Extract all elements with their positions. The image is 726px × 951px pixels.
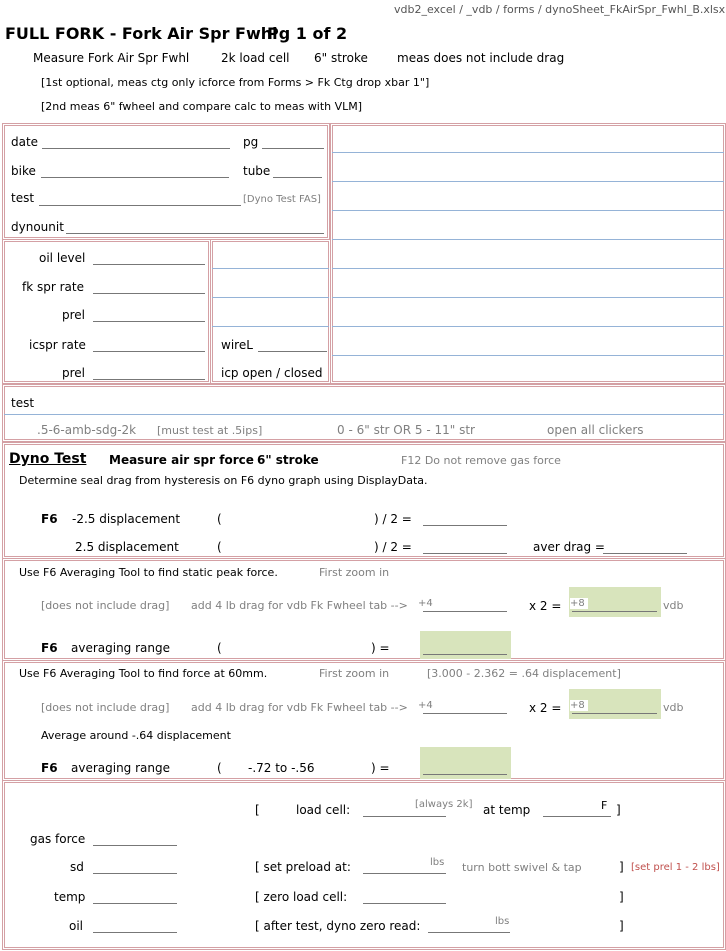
first-zoom-note: First zoom in: [319, 667, 390, 680]
gas-force-label: gas force: [30, 832, 86, 846]
average-around-note: Average around -.64 displacement: [41, 729, 231, 742]
notes-line: [332, 210, 724, 211]
zero-load-cell-label: [ zero load cell:: [255, 890, 348, 904]
x2-label: x 2 =: [529, 701, 562, 715]
set-prel-warning: [set prel 1 - 2 lbs]: [631, 862, 720, 873]
set-preload-field[interactable]: [363, 873, 446, 874]
prel-label-1: prel: [62, 308, 86, 322]
bracket-close: ]: [619, 919, 624, 933]
icp-label: icp open / closed: [221, 366, 323, 380]
load-cell-label: 2k load cell: [221, 51, 290, 65]
notes-line: [332, 152, 724, 153]
vdb-label: vdb: [663, 701, 684, 714]
test-hint: [Dyno Test FAS]: [243, 194, 321, 205]
fahrenheit-unit: F: [601, 799, 608, 812]
at-temp-label: at temp: [483, 803, 531, 817]
notes-line: [332, 239, 724, 240]
static-peak-result-field[interactable]: [423, 654, 507, 655]
neg-disp-label: -2.5 displacement: [72, 512, 181, 526]
averaging-range-label: averaging range: [71, 761, 171, 775]
note-2: [2nd meas 6" fwheel and compare calc to meas with VLM]: [41, 100, 363, 113]
bracket-close: ]: [619, 890, 624, 904]
prel-field-2[interactable]: [93, 379, 205, 380]
dynounit-field[interactable]: [66, 233, 324, 234]
bracket-open: [: [255, 803, 260, 817]
after-test-label: [ after test, dyno zero read:: [255, 919, 421, 933]
notes-line: [332, 326, 724, 327]
notes-line: [332, 268, 724, 269]
gas-force-field[interactable]: [93, 845, 177, 846]
page-number: Pg 1 of 2: [267, 24, 348, 43]
temp-field[interactable]: [543, 816, 611, 817]
plus4-value: +4: [418, 700, 433, 711]
tube-field[interactable]: [273, 177, 322, 178]
stroke-label: 6" stroke: [314, 51, 368, 65]
plus4-field[interactable]: [423, 611, 507, 612]
drag-note: meas does not include drag: [397, 51, 565, 65]
measure-label: Measure Fork Air Spr Fwhl: [33, 51, 190, 65]
wire-box: [210, 239, 331, 384]
sd-label: sd: [70, 860, 84, 874]
open-paren: (: [217, 540, 222, 554]
displacement-calc: [3.000 - 2.362 = .64 displacement]: [427, 667, 621, 680]
no-drag-note: [does not include drag]: [41, 599, 170, 612]
load-cell-label: load cell:: [296, 803, 351, 817]
icspr-rate-field[interactable]: [93, 351, 205, 352]
clickers-note: open all clickers: [547, 423, 644, 437]
x2-label: x 2 =: [529, 599, 562, 613]
dyno-measure: Measure air spr force: [109, 453, 254, 467]
averaging-range-label: averaging range: [71, 641, 171, 655]
f6-label: F6: [41, 512, 58, 526]
pos-disp-label: 2.5 displacement: [75, 540, 179, 554]
vdb-label: vdb: [663, 599, 684, 612]
add-drag-note: add 4 lb drag for vdb Fk Fwheel tab -->: [191, 599, 408, 612]
date-label: date: [11, 135, 39, 149]
page-title: FULL FORK - Fork Air Spr Fwhl: [5, 24, 278, 43]
bike-field[interactable]: [41, 177, 229, 178]
test-field[interactable]: [39, 205, 241, 206]
stroke-range: 0 - 6" str OR 5 - 11" str: [337, 423, 475, 437]
always-2k-hint: [always 2k]: [415, 799, 473, 810]
plus4-value: +4: [418, 598, 433, 609]
tube-label: tube: [243, 164, 271, 178]
add-drag-note: add 4 lb drag for vdb Fk Fwheel tab -->: [191, 701, 408, 714]
x2-result-field[interactable]: [572, 611, 657, 612]
pg-label: pg: [243, 135, 259, 149]
set-preload-label: [ set preload at:: [255, 860, 351, 874]
test-row-label: test: [11, 396, 35, 410]
open-paren: (: [217, 641, 222, 655]
first-zoom-note: First zoom in: [319, 566, 390, 579]
must-test-note: [must test at .5ips]: [157, 424, 263, 437]
plus8-value: +8: [570, 700, 588, 711]
oil-level-label: oil level: [39, 251, 86, 265]
pg-field[interactable]: [262, 148, 324, 149]
oil-label: oil: [69, 919, 84, 933]
fk-spr-rate-field[interactable]: [93, 293, 205, 294]
oil-field[interactable]: [93, 932, 177, 933]
fk-spr-rate-label: fk spr rate: [22, 280, 84, 294]
temp-field[interactable]: [93, 903, 177, 904]
pos-disp-result[interactable]: [423, 553, 507, 554]
wirel-label: wireL: [221, 338, 253, 352]
dyno-test-heading: Dyno Test: [9, 451, 87, 467]
lbs-unit: lbs: [495, 916, 510, 927]
test-label: test: [11, 191, 35, 205]
grid-line: [212, 297, 329, 298]
file-path: vdb2_excel / _vdb / forms / dynoSheet_FkAirSpr_Fwhl_B.xlsx: [394, 3, 726, 16]
turn-swivel-note: turn bott swivel & tap: [462, 861, 582, 874]
f6-label: F6: [41, 641, 58, 655]
prel-label-2: prel: [62, 366, 86, 380]
wirel-field[interactable]: [258, 351, 327, 352]
aver-drag-field[interactable]: [603, 553, 687, 554]
close-eq: ) =: [371, 761, 390, 775]
date-field[interactable]: [42, 148, 230, 149]
test-code: .5-6-amb-sdg-2k: [37, 423, 137, 437]
open-paren: (: [217, 512, 222, 526]
lbs-unit: lbs: [430, 857, 445, 868]
settings-box: [2, 239, 211, 384]
temp-label: temp: [54, 890, 86, 904]
test-row-line: [4, 414, 724, 415]
notes-box: [330, 123, 726, 384]
f12-note: F12 Do not remove gas force: [401, 454, 561, 467]
icspr-rate-label: icspr rate: [29, 338, 86, 352]
grid-line: [212, 268, 329, 269]
notes-line: [332, 355, 724, 356]
bike-label: bike: [11, 164, 36, 178]
plus4-field[interactable]: [423, 713, 507, 714]
plus8-value: +8: [570, 598, 588, 609]
aver-drag-label: aver drag =: [533, 540, 605, 554]
bracket-close: ]: [616, 803, 621, 817]
oil-level-field[interactable]: [93, 264, 205, 265]
dyno-stroke: 6" stroke: [257, 453, 319, 467]
dyno-zero-read-field[interactable]: [428, 932, 510, 933]
static-peak-heading: Use F6 Averaging Tool to find static peak force.: [19, 566, 278, 579]
close-eq: ) =: [371, 641, 390, 655]
notes-line: [332, 181, 724, 182]
div2-label: ) / 2 =: [374, 512, 412, 526]
zero-load-cell-field[interactable]: [363, 903, 446, 904]
load-cell-field[interactable]: [363, 816, 446, 817]
force-60mm-result-field[interactable]: [423, 774, 507, 775]
bracket-close: ]: [619, 860, 624, 874]
open-paren: (: [217, 761, 222, 775]
div2-label: ) / 2 =: [374, 540, 412, 554]
notes-line: [332, 297, 724, 298]
no-drag-note: [does not include drag]: [41, 701, 170, 714]
x2-result-field[interactable]: [572, 713, 657, 714]
prel-field-1[interactable]: [93, 321, 205, 322]
f6-label: F6: [41, 761, 58, 775]
dynounit-label: dynounit: [11, 220, 64, 234]
range-value: -.72 to -.56: [248, 761, 315, 775]
force-60mm-heading: Use F6 Averaging Tool to find force at 60mm.: [19, 667, 268, 680]
sd-field[interactable]: [93, 873, 177, 874]
grid-line: [212, 326, 329, 327]
neg-disp-result[interactable]: [423, 525, 507, 526]
note-1: [1st optional, meas ctg only icforce from Forms > Fk Ctg drop xbar 1"]: [41, 76, 430, 89]
determine-note: Determine seal drag from hysteresis on F6 dyno graph using DisplayData.: [19, 474, 428, 487]
